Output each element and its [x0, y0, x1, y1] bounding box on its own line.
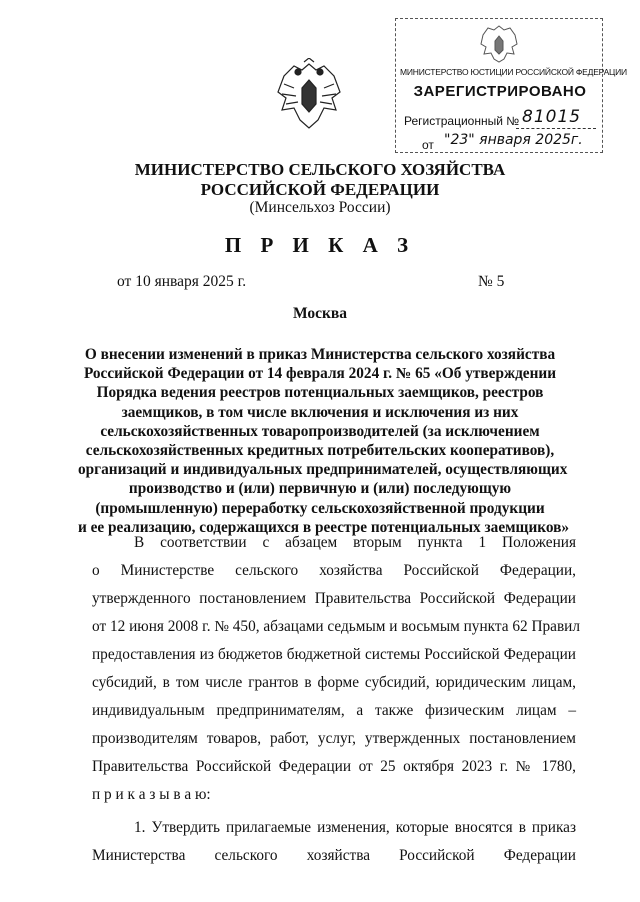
coat-of-arms-emblem: [272, 58, 346, 134]
body-line: утвержденного постановлением Правительства Российской Федерации: [92, 590, 576, 607]
body-line: производителям товаров, работ, услуг, утвержденных постановлением: [92, 730, 576, 747]
stamp-registration-date: [422, 132, 598, 152]
document-type-title: П Р И К А З: [224, 233, 416, 257]
subject-line: организаций и индивидуальных предпринимателей, осуществляющих: [78, 461, 568, 479]
subject-line: производство и (или) первичную и (или) последующую: [128, 480, 512, 498]
body-line: от 12 июня 2008 г. № 450, абзацами седьмым и восьмым пункта 62 Правил: [92, 618, 580, 635]
order-number: № 5: [478, 273, 505, 290]
body-line: о Министерстве сельского хозяйства Российской Федерации,: [92, 562, 576, 579]
stamp-registration-number: [404, 107, 596, 132]
ministry-name-line2: РОССИЙСКОЙ ФЕДЕРАЦИИ: [200, 180, 440, 199]
stamp-date-prefix: от: [422, 138, 434, 152]
body-line: индивидуальным предпринимателям, а также физическим лицам –: [92, 702, 576, 719]
stamp-ministry-name: МИНИСТЕРСТВО ЮСТИЦИИ РОССИЙСКОЙ ФЕДЕРАЦИИ: [400, 67, 627, 77]
order-subject: [78, 345, 570, 537]
body-line: субсидий, в том числе грантов в форме субсидий, юридическим лицам,: [92, 674, 576, 691]
subject-line: сельскохозяйственных товаропроизводителей (за исключением: [100, 422, 540, 440]
stamp-regno-underline: [516, 128, 596, 129]
stamp-date-value: "23" января 2025г.: [444, 132, 583, 148]
ministry-name-line1: МИНИСТЕРСТВО СЕЛЬСКОГО ХОЗЯЙСТВА: [134, 160, 506, 179]
subject-line: и ее реализацию, содержащихся в реестре потенциальных заемщиков»: [78, 518, 570, 536]
body-line: В соответствии с абзацем вторым пункта 1 Положения: [134, 534, 576, 551]
stamp-regno-label: Регистрационный №: [404, 114, 520, 128]
order-date: от 10 января 2025 г.: [117, 273, 247, 290]
subject-line: О внесении изменений в приказ Министерства сельского хозяйства: [84, 346, 556, 363]
subject-line: (промышленную) переработку сельскохозяйственной продукции: [95, 499, 545, 517]
body-line: предоставления из бюджетов бюджетной системы Российской Федерации: [92, 646, 576, 663]
stamp-registered-label: ЗАРЕГИСТРИРОВАНО: [413, 83, 587, 100]
registration-stamp: [395, 18, 627, 153]
body-line: Министерства сельского хозяйства Российской Федерации: [92, 847, 576, 864]
subject-line: Российской Федерации от 14 февраля 2024 г. № 65 «Об утверждении: [83, 365, 557, 383]
body-line: 1. Утвердить прилагаемые изменения, которые вносятся в приказ: [134, 819, 576, 836]
body-line-order-verb: п р и к а з ы в а ю:: [92, 786, 211, 803]
subject-line: заемщиков, в том числе включения и исключения из них: [121, 403, 519, 421]
stamp-regno-value: 81015: [522, 107, 582, 127]
subject-line: сельскохозяйственных кредитных потребительских кооперативов),: [85, 442, 555, 460]
city-name: Москва: [292, 305, 348, 322]
ministry-short-name: (Минсельхоз России): [249, 199, 391, 216]
body-line: Правительства Российской Федерации от 25 октября 2023 г. № 1780,: [92, 758, 576, 775]
subject-line: Порядка ведения реестров потенциальных заемщиков, реестров: [96, 384, 544, 402]
stamp-emblem-icon: [478, 23, 520, 63]
